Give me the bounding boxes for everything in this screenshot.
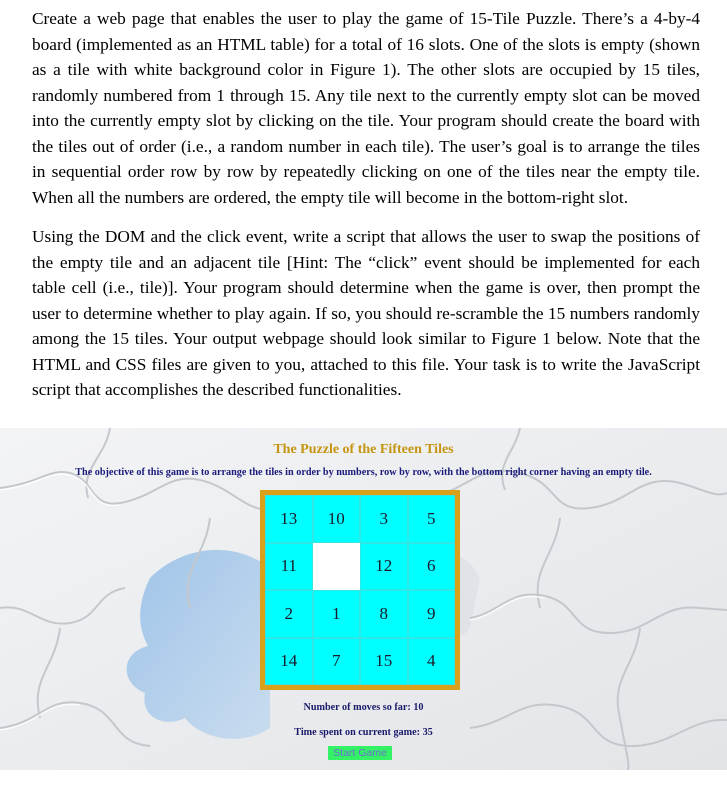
start-game-button[interactable]: Start Game [328,746,392,760]
tile[interactable]: 3 [360,495,408,543]
instruction-paragraph-1: Create a web page that enables the user to play the game of 15-Tile Puzzle. There’s a 4-by-4 board (implemented as an HTML table) for a total of 16 slots. One of the slots is empty (shown as a tile with white background color in Figure 1). The other slots are occupied by 15 tiles, randomly numbered from 1 through 15. Any tile next to the currently empty slot can be moved into the currently empty slot by clicking on the tile. Your program should create the board with the tiles out of order (i.e., a random number in each tile). The user’s goal is to arrange the tiles in sequential order row by row by repeatedly clicking on one of the tiles near the empty tile. When all the numbers are ordered, the empty tile will become in the bottom-right slot. [32,9,700,207]
tile[interactable]: 10 [313,495,361,543]
puzzle-screenshot [0,428,727,770]
puzzle-objective: The objective of this game is to arrange the tiles in order by numbers, row by row, with the bottom right corner having an empty tile. [75,467,652,478]
moves-counter: Number of moves so far: 10 [303,702,424,713]
time-counter: Time spent on current game: 35 [294,727,433,738]
tile[interactable]: 8 [360,590,408,638]
tile[interactable]: 15 [360,638,408,686]
tile[interactable]: 5 [408,495,456,543]
tile[interactable]: 11 [265,543,313,591]
tile[interactable]: 1 [313,590,361,638]
tile[interactable]: 12 [360,543,408,591]
tile[interactable]: 14 [265,638,313,686]
empty-tile[interactable] [313,543,361,591]
tile[interactable]: 2 [265,590,313,638]
instruction-paragraph-2: Using the DOM and the click event, write a script that allows the user to swap the positions of the empty tile and an adjacent tile [Hint: The “click” event should be implemented for each table cell (i.e., tile)]. Your program should determine when the game is over, then prompt the user to determine whether to play again. If so, you should re-scramble the 15 numbers randomly among the 15 tiles. Your output webpage should look similar to Figure 1 below. Note that the HTML and CSS files are given to you, attached to this file. Your task is to write the JavaScript script that accomplishes the described functionalities. [32,227,700,399]
tile[interactable]: 9 [408,590,456,638]
tile[interactable]: 13 [265,495,313,543]
puzzle-title: The Puzzle of the Fifteen Tiles [273,442,454,457]
tile-grid [265,495,455,685]
tile[interactable]: 6 [408,543,456,591]
tile[interactable]: 4 [408,638,456,686]
document-text [32,6,700,417]
puzzle-board [260,490,460,690]
tile[interactable]: 7 [313,638,361,686]
